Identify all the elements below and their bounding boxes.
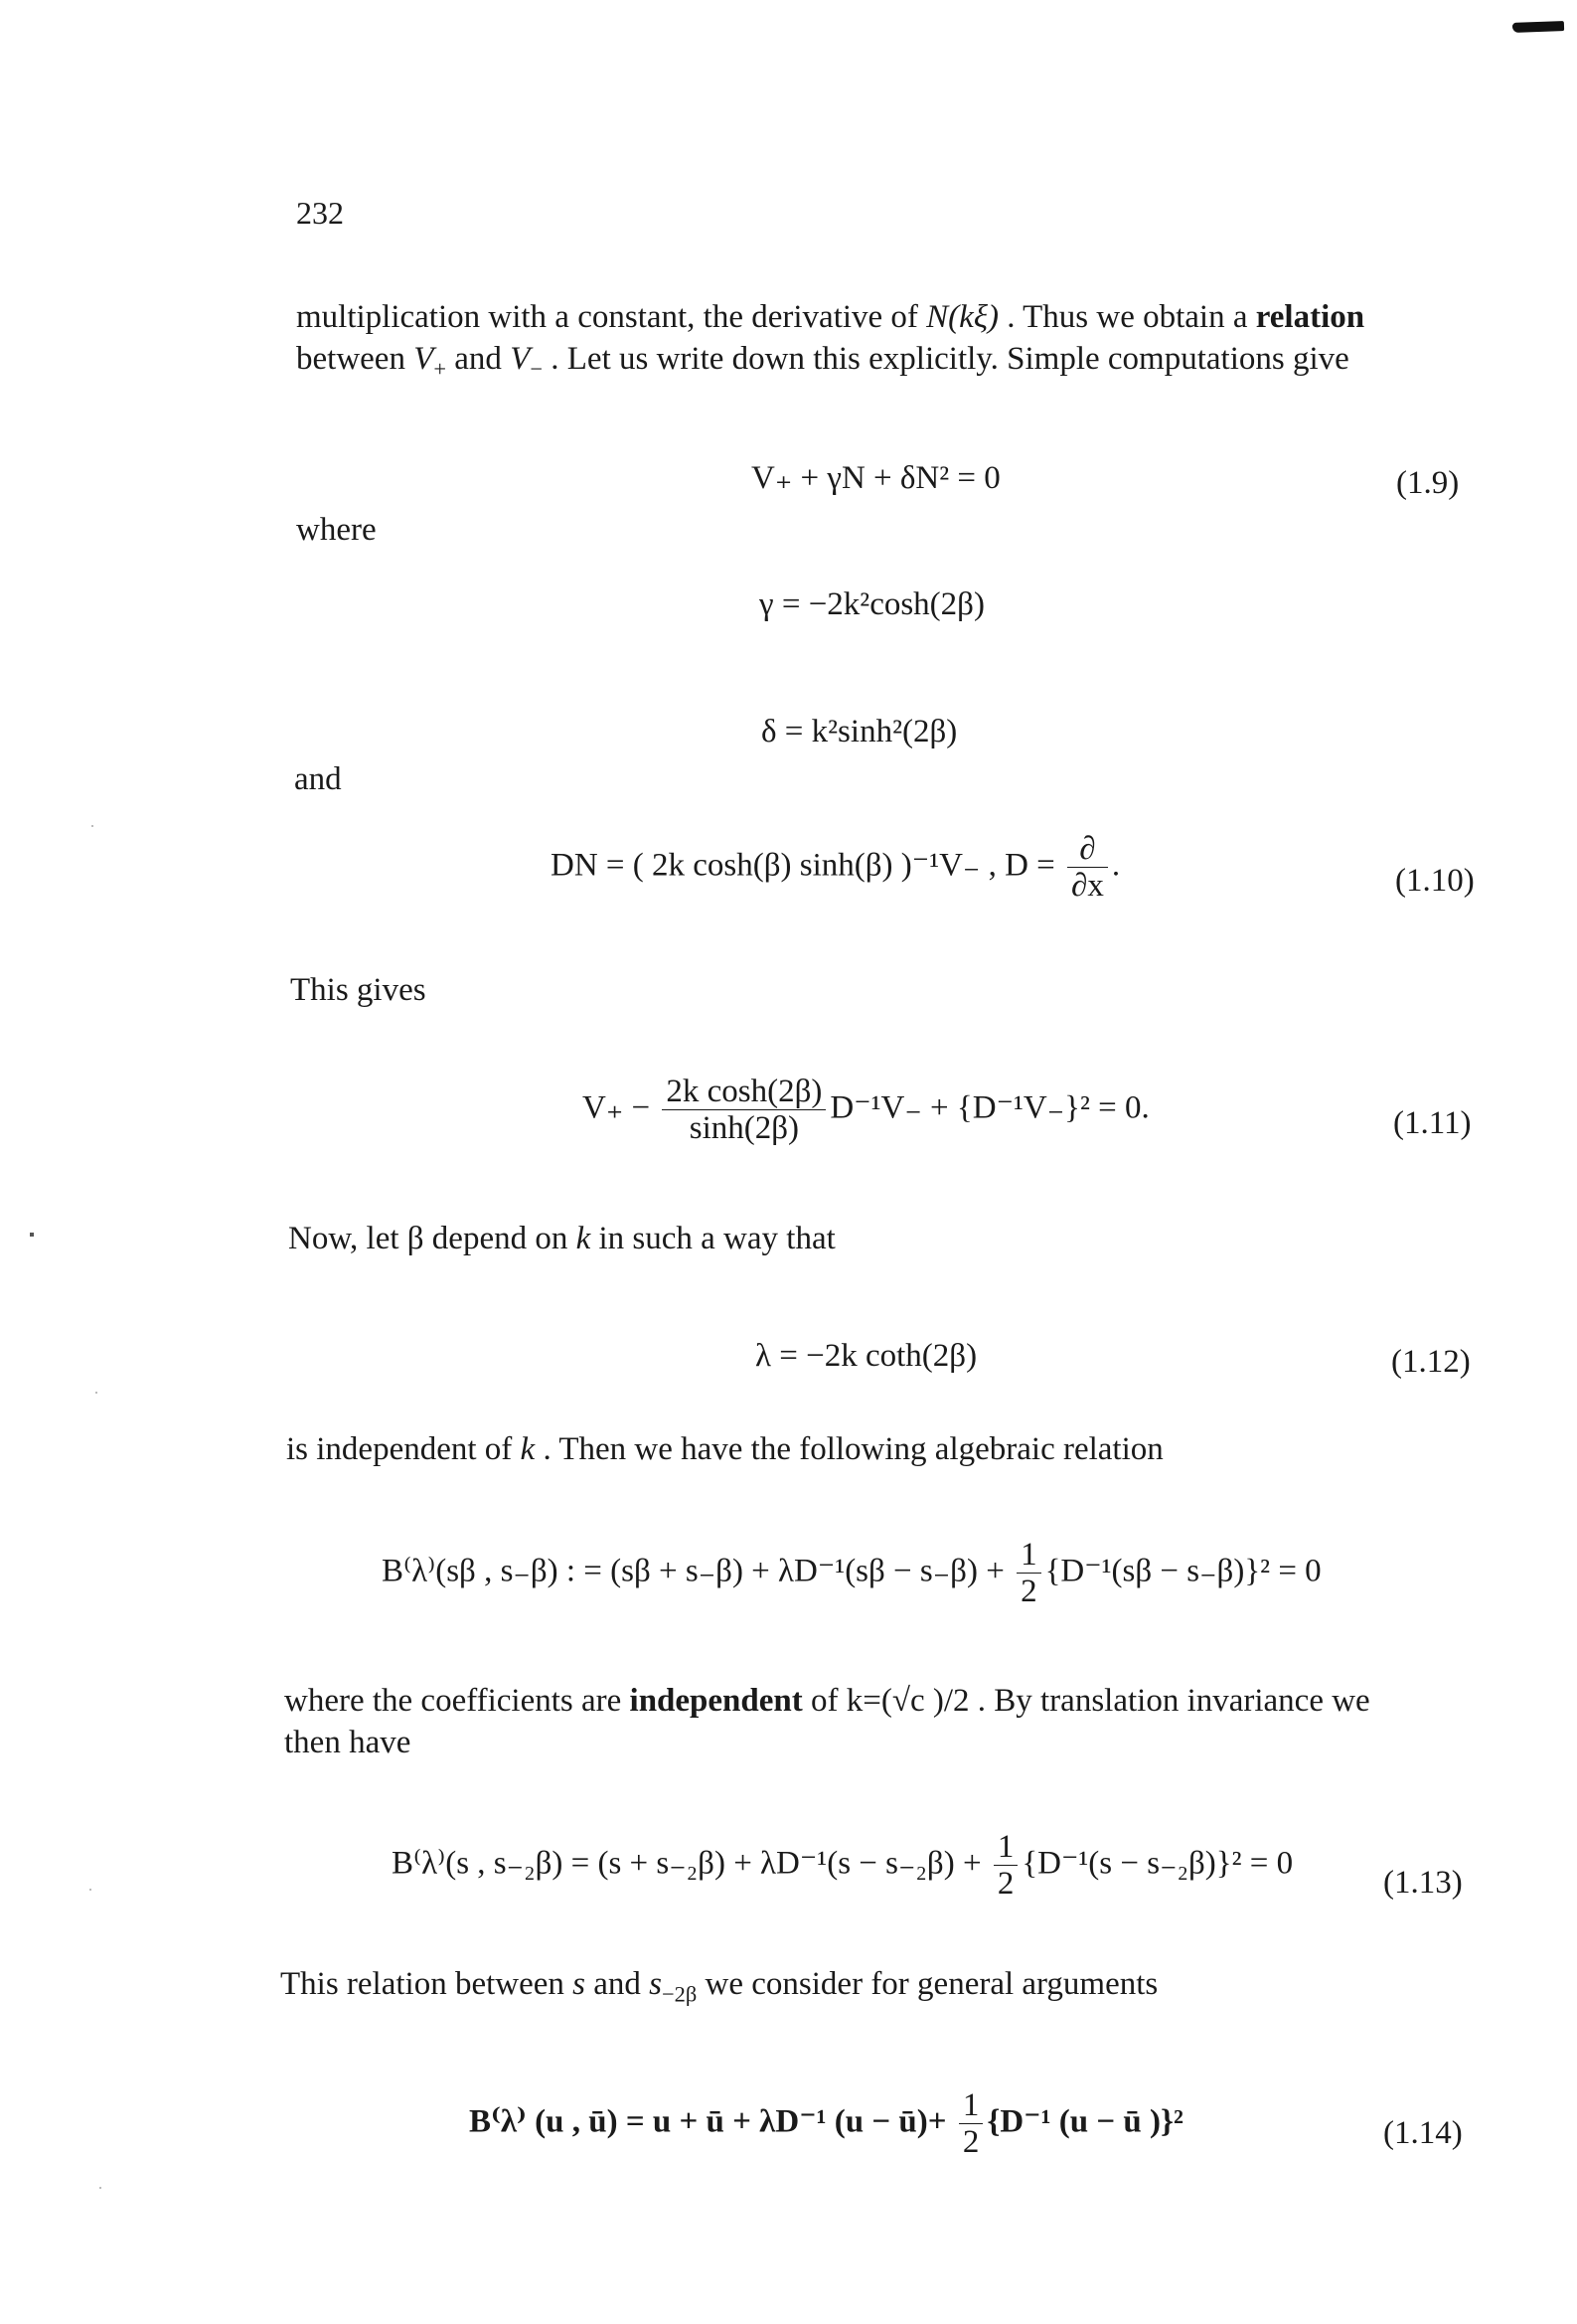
- text-span: s: [572, 1966, 585, 2002]
- equation-1-14: [469, 2087, 1183, 2161]
- text-span: multiplication with a constant, the derivative of: [296, 299, 927, 335]
- text-span: Now, let β depend on: [288, 1221, 576, 1256]
- label-and: and: [294, 761, 342, 797]
- fraction: [1067, 831, 1108, 905]
- equation-number: (1.10): [1395, 863, 1475, 899]
- label-where: where: [296, 512, 377, 548]
- equation-part: B⁽λ⁾(s , s₋₂β) = (s + s₋₂β) + λD⁻¹(s − s₋₂β) +: [392, 1845, 982, 1882]
- text-span: . Let us write down this explicitly. Simple computations give: [543, 341, 1349, 377]
- equation-number: (1.14): [1383, 2115, 1463, 2151]
- text-span: where the coefficients are: [284, 1683, 630, 1719]
- equation-part: B⁽λ⁾(sβ , s₋β) : = (sβ + s₋β) + λD⁻¹(sβ − s₋β) +: [382, 1553, 1005, 1589]
- equation-part: {D⁻¹(sβ − s₋β)}² = 0: [1044, 1553, 1322, 1589]
- bold-term: relation: [1255, 299, 1365, 335]
- label-this-gives: This gives: [290, 972, 426, 1008]
- equation-number: (1.9): [1396, 465, 1460, 501]
- paragraph-now: [288, 1221, 836, 1257]
- equation-part: {D⁻¹(s − s₋₂β)}² = 0: [1022, 1845, 1294, 1882]
- equation-b-lambda: [382, 1537, 1322, 1610]
- equation-delta: δ = k²sinh²(2β): [761, 714, 958, 749]
- fraction: [1017, 1537, 1041, 1610]
- fraction-numerator: 1: [1017, 1537, 1041, 1574]
- fraction: [662, 1074, 826, 1147]
- equation-part: DN = ( 2k cosh(β) sinh(β) )⁻¹V₋ , D =: [551, 847, 1055, 884]
- equation-1-13: [392, 1829, 1293, 1903]
- fraction-numerator: 1: [959, 2087, 984, 2124]
- fraction-denominator: ∂x: [1071, 868, 1104, 905]
- equation-number: (1.11): [1393, 1105, 1472, 1141]
- text-span: in such a way that: [590, 1221, 836, 1256]
- text-span: This relation between: [280, 1966, 573, 2002]
- text-span: N(kξ): [926, 299, 999, 335]
- equation-1-9: V₊ + γN + δN² = 0: [751, 460, 1001, 496]
- fraction-denominator: 2: [1021, 1574, 1037, 1610]
- text-span: V: [510, 341, 531, 377]
- subscript: −: [530, 356, 544, 382]
- subscript: +: [433, 356, 447, 382]
- text-span: and: [446, 341, 511, 377]
- scan-speck: [30, 1233, 34, 1237]
- paragraph-intro: [296, 296, 1489, 380]
- equation-1-11: [582, 1074, 1150, 1147]
- text-span: . Thus we obtain a: [998, 299, 1256, 335]
- fraction-numerator: 2k cosh(2β): [662, 1074, 826, 1110]
- paragraph-relation: [280, 1966, 1159, 2007]
- scan-speck: [95, 1392, 97, 1394]
- equation-1-12: λ = −2k coth(2β): [755, 1338, 978, 1374]
- equation-part: B⁽λ⁾ (u , ū) = u + ū + λD⁻¹ (u − ū)+: [469, 2103, 947, 2140]
- text-span: of k=(√c )/2 . By translation invariance we: [802, 1683, 1370, 1719]
- fraction-numerator: ∂: [1067, 831, 1108, 868]
- fraction: [959, 2087, 984, 2161]
- bold-term: independent: [629, 1683, 803, 1719]
- fraction-numerator: 1: [994, 1829, 1019, 1866]
- fraction-denominator: sinh(2β): [689, 1110, 800, 1147]
- text-span: s: [649, 1966, 662, 2002]
- equation-1-10: [551, 831, 1120, 905]
- scan-speck: [89, 1889, 91, 1891]
- paragraph-coefficients: [284, 1680, 1467, 1763]
- equation-number: (1.13): [1383, 1865, 1463, 1901]
- text-span: and: [585, 1966, 650, 2002]
- scan-corner-mark: [1512, 21, 1564, 33]
- equation-part: V₊ −: [582, 1089, 651, 1126]
- equation-part: D⁻¹V₋ + {D⁻¹V₋}² = 0.: [830, 1089, 1150, 1126]
- text-span: . Then we have the following algebraic relation: [535, 1431, 1164, 1467]
- equation-gamma: γ = −2k²cosh(2β): [759, 586, 985, 622]
- text-span: then have: [284, 1725, 411, 1760]
- page-number: 232: [296, 195, 344, 231]
- text-span: is independent of: [286, 1431, 521, 1467]
- subscript: −2β: [662, 1981, 698, 2007]
- text-span: we consider for general arguments: [697, 1966, 1159, 2002]
- fraction-denominator: 2: [962, 2124, 980, 2161]
- text-span: k: [520, 1431, 536, 1467]
- equation-part: {D⁻¹ (u − ū )}²: [987, 2103, 1183, 2140]
- text-span: V: [413, 341, 434, 377]
- scan-speck: [91, 825, 93, 827]
- equation-part: .: [1111, 847, 1121, 884]
- paragraph-independent: [286, 1431, 1164, 1468]
- fraction-denominator: 2: [997, 1866, 1015, 1903]
- scan-speck: [99, 2187, 101, 2189]
- text-span: between: [296, 341, 414, 377]
- equation-number: (1.12): [1391, 1344, 1471, 1380]
- text-span: k: [575, 1221, 591, 1256]
- fraction: [994, 1829, 1019, 1903]
